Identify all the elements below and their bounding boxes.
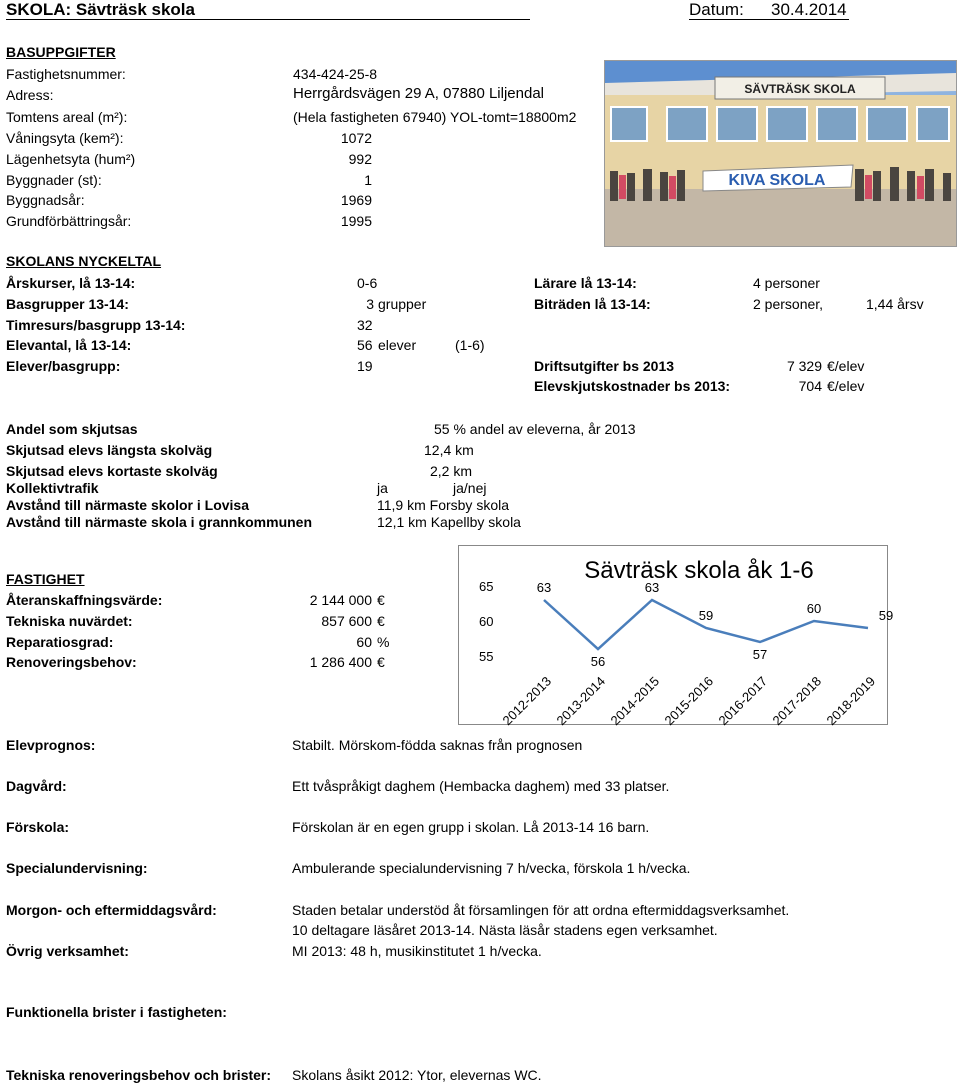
- chart-xtick-label: 2012-2013: [499, 673, 555, 729]
- drift-unit: €/elev: [827, 358, 865, 374]
- arskurser-label: Årskurser, lå 13-14:: [6, 275, 136, 291]
- date-value: 30.4.2014: [771, 0, 847, 19]
- chart-xtick-label: 2013-2014: [553, 673, 609, 729]
- teknisk-value: 857 600: [321, 613, 372, 629]
- adress-label: Adress:: [6, 87, 54, 103]
- date-label: Datum:: [689, 0, 744, 19]
- basgrupper-value: 3: [366, 296, 374, 312]
- elevantal-value: 56: [357, 337, 373, 353]
- larare-label: Lärare lå 13-14:: [534, 275, 637, 291]
- forskola-label: Förskola:: [6, 819, 70, 835]
- reparation-label: Reparatiosgrad:: [6, 634, 114, 650]
- morgon-value-1: Staden betalar understöd åt församlingen för att ordna eftermiddagsverksamhet.: [292, 902, 790, 918]
- enrollment-chart-svg: [459, 546, 894, 729]
- andel-value: 55 % andel av eleverna, år 2013: [434, 421, 636, 437]
- skjuts-kost-label: Elevskjutskostnader bs 2013:: [534, 378, 731, 394]
- vaningsyta-label: Våningsyta (kem²):: [6, 130, 124, 146]
- reparation-unit: %: [377, 634, 390, 650]
- avstand-lovisa-label: Avstånd till närmaste skolor i Lovisa: [6, 497, 250, 513]
- ateranskaff-label: Återanskaffningsvärde:: [6, 592, 163, 608]
- bitraden-value: 2 personer,: [753, 296, 824, 312]
- chart-data-label: 59: [878, 608, 894, 623]
- kortaste-label: Skjutsad elevs kortaste skolväg: [6, 463, 218, 479]
- elevprognos-value: Stabilt. Mörskom-födda saknas från prognosen: [292, 737, 583, 753]
- bitraden-label: Biträden lå 13-14:: [534, 296, 651, 312]
- morgon-value-2: 10 deltagare läsåret 2013-14. Nästa läsår stadens egen verksamhet.: [292, 922, 718, 938]
- chart-xtick-label: 2015-2016: [661, 673, 717, 729]
- renovering-unit: €: [377, 654, 385, 670]
- avstand-lovisa-value: 11,9 km Forsby skola: [377, 497, 510, 513]
- chart-data-label: 63: [536, 580, 552, 595]
- tomtens-label: Tomtens areal (m²):: [6, 109, 128, 125]
- ovrig-value: MI 2013: 48 h, musikinstitutet 1 h/vecka.: [292, 943, 542, 959]
- lagenhetsyta-label: Lägenhetsyta (hum²): [6, 151, 136, 167]
- teknisk-unit: €: [377, 613, 385, 629]
- grundforb-value: 1995: [340, 213, 372, 229]
- drift-label: Driftsutgifter bs 2013: [534, 358, 675, 374]
- chart-xtick-label: 2016-2017: [715, 673, 771, 729]
- dagvard-label: Dagvård:: [6, 778, 67, 794]
- andel-label: Andel som skjutsas: [6, 421, 138, 437]
- avstand-grann-label: Avstånd till närmaste skola i grannkommunen: [6, 514, 313, 530]
- fastighetsnummer-label: Fastighetsnummer:: [6, 66, 126, 82]
- skjuts-kost-unit: €/elev: [827, 378, 865, 394]
- enrollment-chart: [458, 545, 894, 729]
- fastighetsnummer-value: 434-424-25-8: [293, 66, 378, 82]
- avstand-grann-value: 12,1 km Kapellby skola: [377, 514, 521, 530]
- elevantal-unit: elever: [378, 337, 417, 353]
- byggnadsar-value: 1969: [340, 192, 372, 208]
- dagvard-value: Ett tvåspråkigt daghem (Hembacka daghem) med 33 platser.: [292, 778, 670, 794]
- vaningsyta-value: 1072: [340, 130, 372, 146]
- keyfigures-heading: SKOLANS NYCKELTAL: [6, 253, 162, 269]
- special-value: Ambulerande specialundervisning 7 h/vecka, förskola 1 h/vecka.: [292, 860, 691, 876]
- chart-xtick-label: 2018-2019: [823, 673, 879, 729]
- kollektiv-label: Kollektivtrafik: [6, 480, 99, 496]
- chart-data-label: 60: [806, 601, 822, 616]
- forskola-value: Förskolan är en egen grupp i skolan. Lå 2013-14 16 barn.: [292, 819, 650, 835]
- reparation-value: 60: [356, 634, 372, 650]
- ovrig-label: Övrig verksamhet:: [6, 943, 129, 959]
- drift-value: 7 329: [786, 358, 822, 374]
- larare-value: 4 personer: [753, 275, 820, 291]
- chart-ytick-label: 65: [479, 579, 494, 594]
- kollektiv-value: ja: [377, 480, 388, 496]
- chart-ytick-label: 55: [479, 649, 494, 664]
- chart-data-label: 63: [644, 580, 660, 595]
- timresurs-value: 32: [357, 317, 373, 333]
- tekniska-value: Skolans åsikt 2012: Ytor, elevernas WC.: [292, 1067, 542, 1083]
- basgrupper-unit: grupper: [378, 296, 427, 312]
- grundforb-label: Grundförbättringsår:: [6, 213, 132, 229]
- ateranskaff-unit: €: [377, 592, 385, 608]
- byggnader-value: 1: [364, 172, 372, 188]
- school-photo: [604, 60, 957, 247]
- elever-basgrupp-label: Elever/basgrupp:: [6, 358, 121, 374]
- tomtens-value: (Hela fastigheten 67940) YOL-tomt=18800m2: [293, 109, 577, 125]
- timresurs-label: Timresurs/basgrupp 13-14:: [6, 317, 186, 333]
- kortaste-value: 2,2 km: [430, 463, 473, 479]
- brister-label: Funktionella brister i fastigheten:: [6, 1004, 227, 1020]
- elever-basgrupp-value: 19: [357, 358, 373, 374]
- lagenhetsyta-value: 992: [348, 151, 372, 167]
- chart-ytick-label: 60: [479, 614, 494, 629]
- chart-data-label: 59: [698, 608, 714, 623]
- photo-sign: SÄVTRÄSK SKOLA: [744, 82, 856, 96]
- elevantal-range: (1-6): [455, 337, 485, 353]
- renovering-label: Renoveringsbehov:: [6, 654, 137, 670]
- ateranskaff-value: 2 144 000: [309, 592, 372, 608]
- page-title: SKOLA: Sävträsk skola: [6, 0, 195, 19]
- elevprognos-label: Elevprognos:: [6, 737, 96, 753]
- chart-xtick-label: 2017-2018: [769, 673, 825, 729]
- byggnadsar-label: Byggnadsår:: [6, 192, 85, 208]
- basic-heading: BASUPPGIFTER: [6, 44, 116, 60]
- elevantal-label: Elevantal, lå 13-14:: [6, 337, 132, 353]
- langsta-value: 12,4 km: [424, 442, 474, 458]
- langsta-label: Skjutsad elevs längsta skolväg: [6, 442, 213, 458]
- chart-data-label: 57: [752, 647, 768, 662]
- kollektiv-hint: ja/nej: [453, 480, 487, 496]
- date-underline: [689, 19, 849, 20]
- tekniska-label: Tekniska renoveringsbehov och brister:: [6, 1067, 272, 1083]
- teknisk-label: Tekniska nuvärdet:: [6, 613, 133, 629]
- chart-xtick-label: 2014-2015: [607, 673, 663, 729]
- skjuts-kost-value: 704: [798, 378, 822, 394]
- byggnader-label: Byggnader (st):: [6, 172, 102, 188]
- morgon-label: Morgon- och eftermiddagsvård:: [6, 902, 217, 918]
- property-heading: FASTIGHET: [6, 571, 85, 587]
- adress-value: Herrgårdsvägen 29 A, 07880 Liljendal: [293, 85, 545, 102]
- bitraden-arsv: 1,44 årsv: [866, 296, 924, 312]
- chart-title: Sävträsk skola åk 1-6: [584, 557, 814, 584]
- special-label: Specialundervisning:: [6, 860, 148, 876]
- photo-banner: KIVA SKOLA: [728, 172, 826, 189]
- renovering-value: 1 286 400: [309, 654, 372, 670]
- title-underline: [6, 19, 530, 20]
- arskurser-value: 0-6: [357, 275, 378, 291]
- chart-data-label: 56: [590, 654, 606, 669]
- basgrupper-label: Basgrupper 13-14:: [6, 296, 129, 312]
